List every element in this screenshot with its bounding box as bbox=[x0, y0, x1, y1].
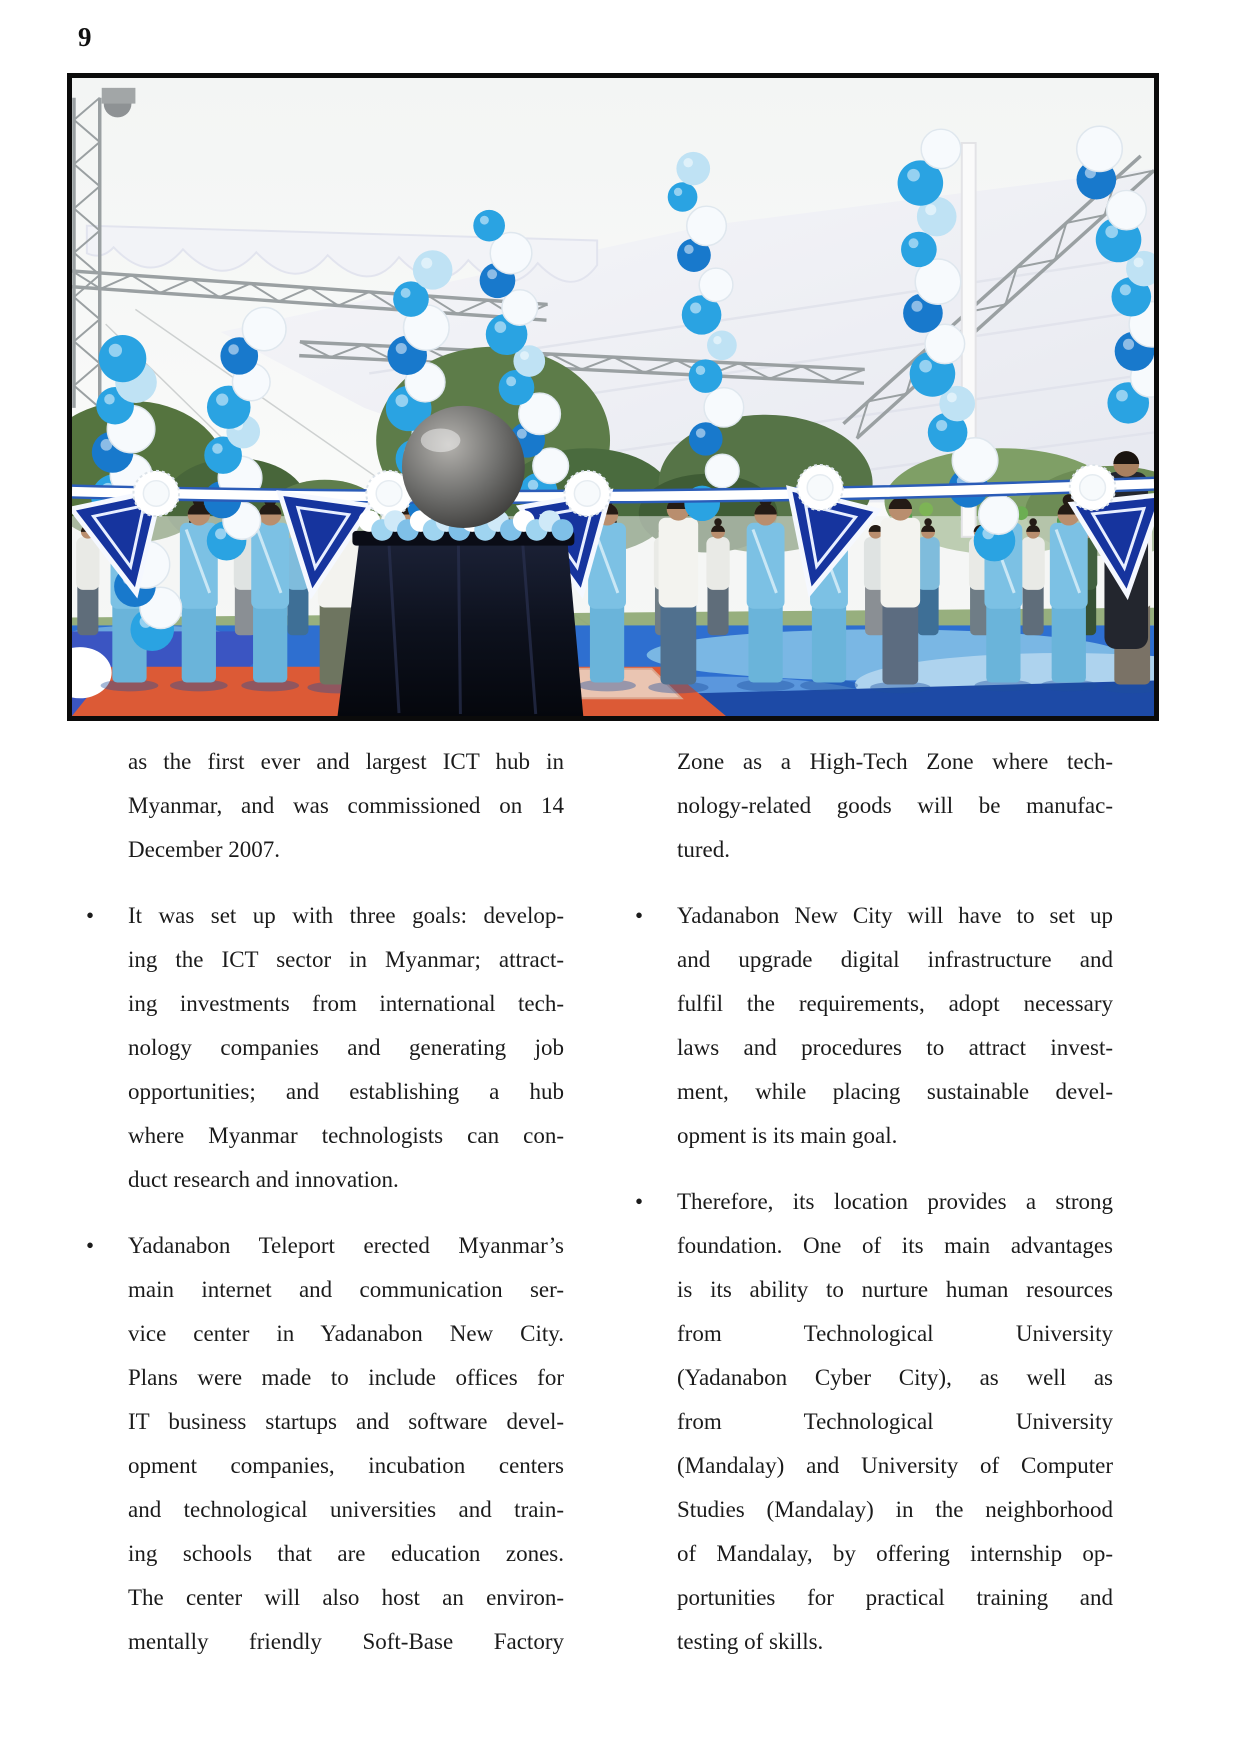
text-line: is its ability to nurture human resources bbox=[677, 1277, 1113, 1302]
text-line: Studies (Mandalay) in the neighborhood bbox=[677, 1497, 1113, 1522]
text-line: December 2007. bbox=[128, 837, 280, 862]
text-line: vice center in Yadanabon New City. bbox=[128, 1321, 564, 1346]
text-line: The center will also host an environ- bbox=[128, 1585, 564, 1610]
text-line: (Mandalay) and University of Computer bbox=[677, 1453, 1113, 1478]
text-line: from Technological University bbox=[677, 1409, 1113, 1434]
paragraph bbox=[86, 1224, 564, 1664]
ceremony-photo-art bbox=[72, 78, 1154, 716]
text-column-left bbox=[86, 740, 564, 1664]
text-line: nology-related goods will be manufac- bbox=[677, 793, 1113, 818]
text-line: and technological universities and train- bbox=[128, 1497, 564, 1522]
text-line: tured. bbox=[677, 837, 731, 862]
balloon bbox=[473, 210, 505, 242]
text-line: mentally friendly Soft-Base Factory bbox=[128, 1629, 564, 1654]
text-column-right bbox=[635, 740, 1113, 1664]
text-line: ment, while placing sustainable devel- bbox=[677, 1079, 1113, 1104]
balloon bbox=[901, 232, 937, 267]
text-line: Plans were made to include offices for bbox=[128, 1365, 564, 1390]
balloon bbox=[689, 422, 723, 455]
text-line: duct research and innovation. bbox=[128, 1167, 399, 1192]
balloon bbox=[99, 335, 147, 382]
bullet-marker: • bbox=[635, 1189, 644, 1214]
balloon bbox=[1077, 126, 1123, 171]
ribbon-rosette bbox=[133, 471, 179, 516]
text-line: ing schools that are education zones. bbox=[128, 1541, 564, 1566]
bullet-marker: • bbox=[635, 903, 644, 928]
balloon bbox=[1107, 190, 1147, 229]
text-line: main internet and communication ser- bbox=[128, 1277, 564, 1302]
bullet-marker: • bbox=[86, 903, 95, 928]
paragraph bbox=[677, 740, 1113, 872]
text-line: Yadanabon Teleport erected Myanmar’s bbox=[128, 1233, 564, 1258]
paragraph bbox=[635, 894, 1113, 1158]
balloon bbox=[413, 250, 453, 289]
ribbon-rosette bbox=[1070, 465, 1116, 510]
text-line: laws and procedures to attract invest- bbox=[677, 1035, 1113, 1060]
text-line: as the first ever and largest ICT hub in bbox=[128, 749, 564, 774]
text-line: fulfil the requirements, adopt necessary bbox=[677, 991, 1113, 1016]
text-line: opment is its main goal. bbox=[677, 1123, 898, 1148]
text-line: where Myanmar technologists can con- bbox=[128, 1123, 564, 1148]
balloon bbox=[687, 206, 727, 245]
ceremony-photo bbox=[67, 73, 1159, 721]
paragraph bbox=[128, 740, 564, 872]
text-line: ing the ICT sector in Myanmar; attract- bbox=[128, 947, 564, 972]
balloon bbox=[676, 152, 710, 185]
paragraph bbox=[86, 894, 564, 1202]
text-line: opportunities; and establishing a hub bbox=[128, 1079, 564, 1104]
balloon bbox=[668, 182, 698, 212]
text-line: ing investments from international tech- bbox=[128, 991, 564, 1016]
balloon bbox=[689, 359, 723, 392]
balloon bbox=[705, 454, 739, 487]
text-line: nology companies and generating job bbox=[128, 1035, 564, 1060]
text-line: Therefore, its location provides a strong bbox=[677, 1189, 1113, 1214]
text-line: foundation. One of its main advantages bbox=[677, 1233, 1113, 1258]
balloon bbox=[699, 268, 733, 301]
text-line: of Mandalay, by offering internship op- bbox=[677, 1541, 1113, 1566]
ribbon-rosette bbox=[797, 465, 843, 510]
text-line: It was set up with three goals: develop- bbox=[128, 903, 564, 928]
text-line: Zone as a High-Tech Zone where tech- bbox=[677, 749, 1113, 774]
text-line: portunities for practical training and bbox=[677, 1585, 1113, 1610]
balloon bbox=[921, 129, 961, 168]
balloon bbox=[979, 495, 1019, 534]
balloon bbox=[704, 388, 744, 427]
page-number: 9 bbox=[78, 22, 92, 52]
ceremony-sphere bbox=[402, 406, 525, 528]
bullet-marker: • bbox=[86, 1233, 95, 1258]
text-line: and upgrade digital infrastructure and bbox=[677, 947, 1113, 972]
text-line: testing of skills. bbox=[677, 1629, 824, 1654]
paragraph bbox=[635, 1180, 1113, 1664]
text-line: from Technological University bbox=[677, 1321, 1113, 1346]
text-line: (Yadanabon Cyber City), as well as bbox=[677, 1365, 1113, 1390]
text-line: Myanmar, and was commissioned on 14 bbox=[128, 793, 564, 818]
balloon bbox=[242, 307, 286, 350]
ribbon-rosette bbox=[564, 471, 610, 516]
balloon bbox=[707, 331, 737, 361]
text-line: opment companies, incubation centers bbox=[128, 1453, 564, 1478]
flower bbox=[552, 519, 574, 541]
article-body bbox=[86, 740, 1113, 1664]
text-line: Yadanabon New City will have to set up bbox=[677, 903, 1113, 928]
text-line: IT business startups and software devel- bbox=[128, 1409, 564, 1434]
